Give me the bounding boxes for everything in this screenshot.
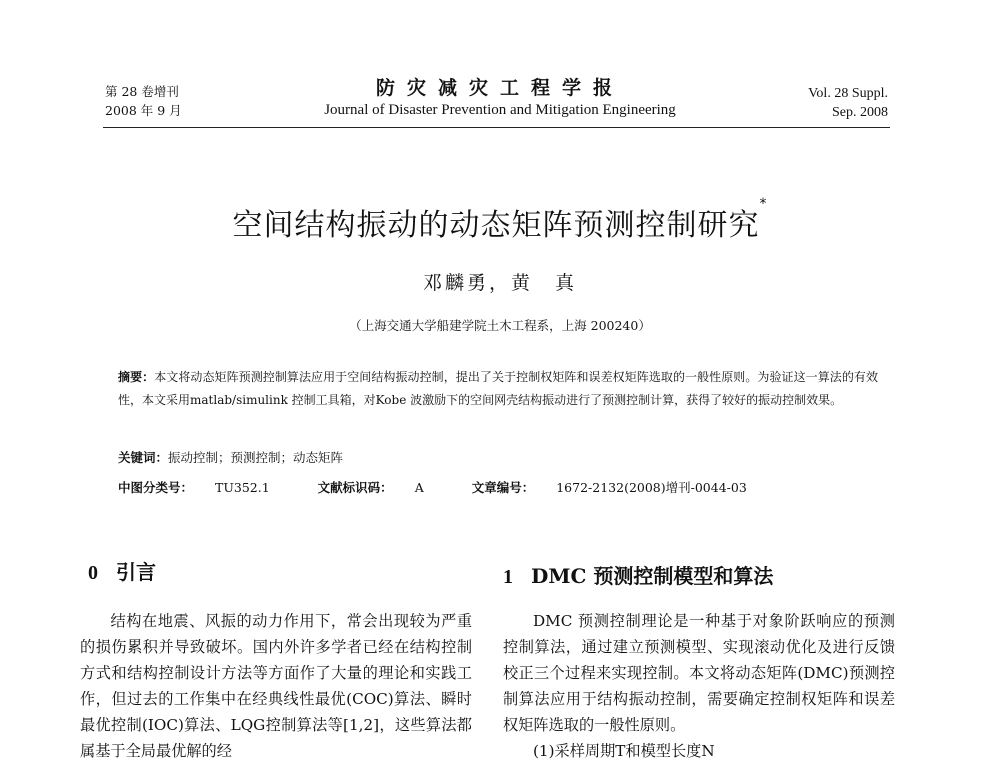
section-0-title: 引言 (116, 560, 156, 584)
doc-code-group (318, 480, 446, 495)
keywords-label: 关键词： (118, 450, 169, 465)
section-1-number: 1 (503, 566, 513, 588)
authors: 邓麟勇，黄 真 (422, 272, 577, 294)
right-column (503, 608, 895, 764)
dmc-subitem: (1)采样周期T和模型长度N (533, 742, 715, 760)
intro-paragraph (80, 608, 472, 764)
journal-name (250, 76, 750, 120)
doc-code-value: A (414, 480, 424, 495)
classification-line (118, 478, 791, 496)
header-vol-en: Vol. 28 Suppl. (808, 86, 888, 101)
article-id-value: 1672-2132(2008)增刊-0044-03 (556, 480, 747, 495)
journal-name-cn: 防灾减灾工程学报 (375, 77, 624, 99)
header-volume: 第 28 卷增刊 (105, 84, 179, 99)
article-id-group (472, 480, 769, 495)
intro-text: 结构在地震、风振的动力作用下，常会出现较为严重的损伤累积并导致破坏。国内外许多学者已经在结构控制方式和结构控制设计方法等方面作了大量的理论和实践工作，但过去的工作集中在经典线性最优(COC)算法、瞬时最优控制(IOC)算法、LQG控制算法等[1,2]，这些算法都属基于全局最优解的经 (80, 612, 472, 760)
left-column (80, 608, 472, 764)
journal-name-en: Journal of Disaster Prevention and Mitigation Engineering (324, 102, 676, 118)
header-volume-en (808, 84, 888, 122)
dmc-paragraph (503, 608, 895, 738)
affiliation: （上海交通大学船建学院土木工程系，上海 200240） (349, 318, 651, 333)
abstract-label: 摘要： (118, 370, 155, 384)
section-0-heading (88, 556, 156, 585)
section-1-heading (503, 560, 773, 589)
clc-value: TU352.1 (215, 480, 270, 495)
title-footnote-mark: * (759, 196, 768, 212)
dmc-text: DMC 预测控制理论是一种基于对象阶跃响应的预测控制算法，通过建立预测模型、实现滚动优化及进行反馈校正三个过程来实现控制。本文将动态矩阵(DMC)预测控制算法应用于结构振动控制，需要确定控制权矩阵和误差权矩阵选取的一般性原则。 (503, 612, 895, 734)
clc-group (118, 480, 292, 495)
doc-code-label: 文献标识码： (317, 480, 393, 495)
keywords-text: 振动控制；预测控制；动态矩阵 (168, 450, 344, 465)
paper-title (0, 196, 1000, 244)
header-rule (103, 127, 890, 128)
header-volume-date (105, 82, 182, 120)
abstract (118, 366, 878, 412)
section-0-number: 0 (88, 562, 98, 584)
keywords (118, 448, 343, 466)
header-date-en: Sep. 2008 (832, 105, 888, 120)
clc-label: 中图分类号： (118, 480, 194, 495)
article-id-label: 文章编号： (471, 480, 535, 495)
header-date: 2008 年 9 月 (105, 103, 182, 118)
section-1-title: DMC 预测控制模型和算法 (531, 564, 774, 588)
paper-title-text: 空间结构振动的动态矩阵预测控制研究 (232, 208, 760, 243)
abstract-text: 本文将动态矩阵预测控制算法应用于空间结构振动控制，提出了关于控制权矩阵和误差权矩阵选取的一般性原则。为验证这一算法的有效性，本文采用matlab/simulink 控制工具箱，对Kobe 波激励下的空间网壳结构振动进行了预测控制计算，获得了较好的振动控制效果。 (118, 370, 878, 407)
